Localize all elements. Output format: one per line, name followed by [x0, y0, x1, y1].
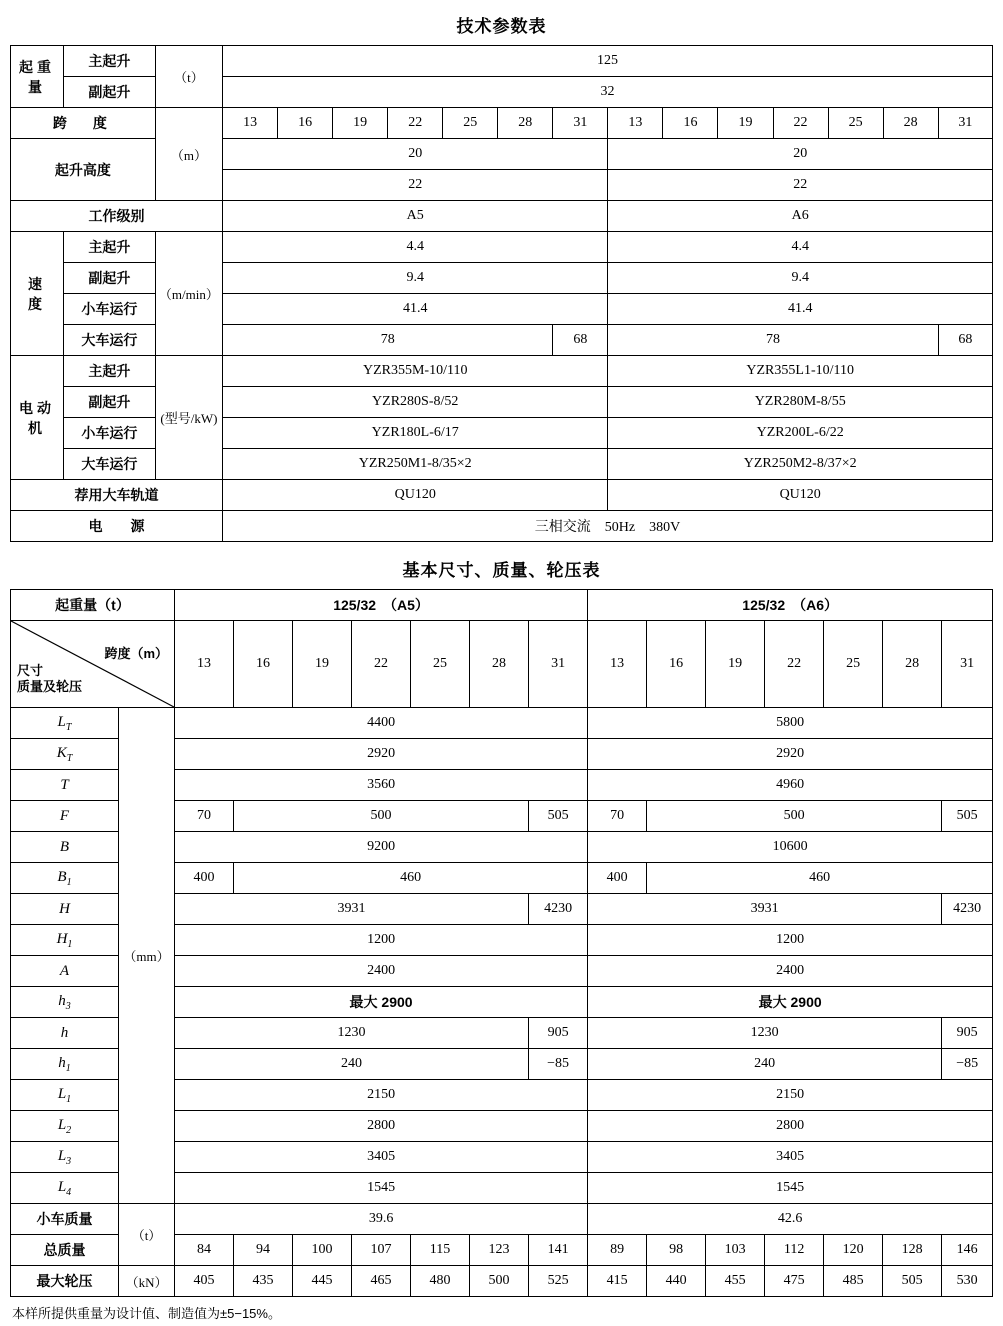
- row-symbol: $H_1$: [11, 925, 119, 956]
- lift-height-left-2: 22: [223, 170, 608, 201]
- lift-height-right-2: 22: [608, 170, 993, 201]
- value-cell: 141: [529, 1235, 588, 1266]
- span-cell: 19: [706, 621, 765, 708]
- row-symbol: T: [11, 770, 119, 801]
- row-symbol: $L_1$: [11, 1080, 119, 1111]
- motor-crane-right: YZR250M2-8/37×2: [608, 449, 993, 480]
- lift-height-left-1: 20: [223, 139, 608, 170]
- span-cell: 22: [388, 108, 443, 139]
- value-cell: 94: [234, 1235, 293, 1266]
- value-cell: 3931: [175, 894, 529, 925]
- value-cell: 525: [529, 1266, 588, 1297]
- motor-crane-left: YZR250M1-8/35×2: [223, 449, 608, 480]
- span-cell: 31: [938, 108, 992, 139]
- header-group-right: 125/32 （A6）: [588, 590, 993, 621]
- unit-meter: （m）: [155, 108, 222, 201]
- value-cell: 4400: [175, 708, 588, 739]
- row-label-lift-height: 起升高度: [11, 139, 156, 201]
- value-cell: 475: [765, 1266, 824, 1297]
- speed-aux-right: 9.4: [608, 263, 993, 294]
- span-cell: 13: [608, 108, 663, 139]
- span-cell: 19: [333, 108, 388, 139]
- motor-aux-left: YZR280S-8/52: [223, 387, 608, 418]
- table-row: [11, 201, 993, 232]
- value-cell: 400: [175, 863, 234, 894]
- value-cell: 3405: [588, 1142, 993, 1173]
- value-cell: 2150: [588, 1080, 993, 1111]
- value-cell: 460: [647, 863, 993, 894]
- row-symbol: h: [11, 1018, 119, 1049]
- value-cell: 9200: [175, 832, 588, 863]
- value-cell: 2800: [588, 1111, 993, 1142]
- value-cell: 103: [706, 1235, 765, 1266]
- row-label-main-hoist: 主起升: [64, 46, 156, 77]
- header-diagonal-cell: [11, 621, 175, 708]
- unit-t: （t）: [119, 1204, 175, 1266]
- row-symbol: B: [11, 832, 119, 863]
- span-cell: 19: [718, 108, 773, 139]
- row-symbol: F: [11, 801, 119, 832]
- value-cell: 2400: [175, 956, 588, 987]
- technical-parameters-table: [10, 45, 993, 542]
- value-cell: 240: [588, 1049, 942, 1080]
- span-cell: 22: [773, 108, 828, 139]
- power-value: 三相交流 50Hz 380V: [223, 511, 993, 542]
- row-label-capacity: 起重量: [11, 46, 64, 108]
- value-cell: 500: [647, 801, 942, 832]
- table-row: [11, 511, 993, 542]
- dimensions-mass-wheelload-table: [10, 589, 993, 1297]
- span-cell: 13: [588, 621, 647, 708]
- footnote: 本样所提供重量为设计值、制造值为±5−15%。: [12, 1306, 281, 1321]
- span-cell: 16: [663, 108, 718, 139]
- speed-main-right: 4.4: [608, 232, 993, 263]
- row-symbol: H: [11, 894, 119, 925]
- capacity-main-value: 125: [223, 46, 993, 77]
- value-cell: 4960: [588, 770, 993, 801]
- value-cell: 480: [411, 1266, 470, 1297]
- span-cell: 22: [765, 621, 824, 708]
- capacity-aux-value: 32: [223, 77, 993, 108]
- lift-height-right-1: 20: [608, 139, 993, 170]
- span-cell: 31: [553, 108, 608, 139]
- value-cell: 70: [588, 801, 647, 832]
- speed-crane-right-b: 68: [938, 325, 992, 356]
- value-cell: 505: [529, 801, 588, 832]
- header-dim-line1: 尺寸: [17, 663, 44, 678]
- row-label-motor: 电动机: [11, 356, 64, 480]
- unit-model-kw: (型号/kW): [155, 356, 222, 480]
- span-cell: 28: [883, 621, 942, 708]
- rail-left: QU120: [223, 480, 608, 511]
- value-cell: 505: [942, 801, 993, 832]
- value-cell: 905: [942, 1018, 993, 1049]
- value-cell: 460: [234, 863, 588, 894]
- header-group-left: 125/32 （A5）: [175, 590, 588, 621]
- motor-aux-right: YZR280M-8/55: [608, 387, 993, 418]
- value-cell: 146: [942, 1235, 993, 1266]
- value-cell: 905: [529, 1018, 588, 1049]
- value-cell: −85: [529, 1049, 588, 1080]
- span-cell: 28: [470, 621, 529, 708]
- span-cell: 28: [883, 108, 938, 139]
- value-cell: 84: [175, 1235, 234, 1266]
- value-cell: 500: [470, 1266, 529, 1297]
- span-cell: 25: [443, 108, 498, 139]
- table-row: [11, 46, 993, 77]
- row-label-rail: 荐用大车轨道: [11, 480, 223, 511]
- value-cell: 485: [824, 1266, 883, 1297]
- trolley-mass-left: 39.6: [175, 1204, 588, 1235]
- value-cell: 3560: [175, 770, 588, 801]
- value-cell: 2920: [588, 739, 993, 770]
- motor-trolley-right: YZR200L-6/22: [608, 418, 993, 449]
- value-cell: 1230: [588, 1018, 942, 1049]
- row-label-motor-trolley: 小车运行: [64, 418, 156, 449]
- span-cell: 25: [828, 108, 883, 139]
- value-cell: 505: [883, 1266, 942, 1297]
- table-row: [11, 108, 993, 139]
- span-cell: 25: [824, 621, 883, 708]
- value-cell: 1200: [588, 925, 993, 956]
- value-cell: 405: [175, 1266, 234, 1297]
- row-symbol: $L_2$: [11, 1111, 119, 1142]
- unit-mm: （mm）: [119, 708, 175, 1204]
- speed-crane-left-b: 68: [553, 325, 608, 356]
- span-cell: 22: [352, 621, 411, 708]
- row-label-motor-aux: 副起升: [64, 387, 156, 418]
- value-cell: 3405: [175, 1142, 588, 1173]
- value-cell: 107: [352, 1235, 411, 1266]
- value-cell: 2150: [175, 1080, 588, 1111]
- value-cell: 435: [234, 1266, 293, 1297]
- span-cell: 28: [498, 108, 553, 139]
- table-row: [11, 480, 993, 511]
- work-class-left: A5: [223, 201, 608, 232]
- row-label-motor-main: 主起升: [64, 356, 156, 387]
- speed-crane-left-a: 78: [223, 325, 553, 356]
- value-cell: 2920: [175, 739, 588, 770]
- row-label-speed-aux: 副起升: [64, 263, 156, 294]
- value-cell: 445: [293, 1266, 352, 1297]
- value-cell: 1545: [588, 1173, 993, 1204]
- speed-trolley-right: 41.4: [608, 294, 993, 325]
- value-cell: 3931: [588, 894, 942, 925]
- header-dim-label: [17, 663, 82, 696]
- page-title-2: 基本尺寸、质量、轮压表: [402, 561, 601, 580]
- value-cell: 465: [352, 1266, 411, 1297]
- span-cell: 31: [529, 621, 588, 708]
- row-symbol: $h_3$: [11, 987, 119, 1018]
- value-cell: 112: [765, 1235, 824, 1266]
- speed-crane-right-a: 78: [608, 325, 938, 356]
- header-capacity-label: 起重量（t）: [11, 590, 175, 621]
- trolley-mass-right: 42.6: [588, 1204, 993, 1235]
- value-cell: 2400: [588, 956, 993, 987]
- work-class-right: A6: [608, 201, 993, 232]
- value-cell: 最大 2900: [175, 987, 588, 1018]
- speed-aux-left: 9.4: [223, 263, 608, 294]
- span-cell: 25: [411, 621, 470, 708]
- value-cell: 1230: [175, 1018, 529, 1049]
- motor-main-right: YZR355L1-10/110: [608, 356, 993, 387]
- row-symbol: $K_T$: [11, 739, 119, 770]
- row-label-work-class: 工作级别: [11, 201, 223, 232]
- row-label-aux-hoist: 副起升: [64, 77, 156, 108]
- row-symbol: $L_4$: [11, 1173, 119, 1204]
- row-symbol: A: [11, 956, 119, 987]
- row-label-speed-trolley: 小车运行: [64, 294, 156, 325]
- row-label-motor-crane: 大车运行: [64, 449, 156, 480]
- row-symbol: $L_T$: [11, 708, 119, 739]
- value-cell: 最大 2900: [588, 987, 993, 1018]
- span-cell: 31: [942, 621, 993, 708]
- value-cell: 70: [175, 801, 234, 832]
- row-label-total-mass: 总质量: [11, 1235, 119, 1266]
- value-cell: 10600: [588, 832, 993, 863]
- speed-main-left: 4.4: [223, 232, 608, 263]
- page-title-1: 技术参数表: [456, 17, 547, 36]
- row-label-speed-main: 主起升: [64, 232, 156, 263]
- value-cell: 128: [883, 1235, 942, 1266]
- span-cell: 16: [278, 108, 333, 139]
- row-label-span: 跨 度: [11, 108, 156, 139]
- value-cell: 98: [647, 1235, 706, 1266]
- value-cell: 455: [706, 1266, 765, 1297]
- table-row: [11, 708, 993, 739]
- table-row: [11, 356, 993, 387]
- header-dim-line2: 质量及轮压: [17, 679, 83, 695]
- unit-kn: （kN）: [119, 1266, 175, 1297]
- value-cell: 530: [942, 1266, 993, 1297]
- table-row: [11, 621, 993, 708]
- value-cell: 2800: [175, 1111, 588, 1142]
- row-label-speed-crane: 大车运行: [64, 325, 156, 356]
- value-cell: 4230: [942, 894, 993, 925]
- row-label-power: 电 源: [11, 511, 223, 542]
- value-cell: 500: [234, 801, 529, 832]
- value-cell: 100: [293, 1235, 352, 1266]
- header-span-label: 跨度（m）: [104, 646, 169, 661]
- unit-ton: （t）: [155, 46, 222, 108]
- unit-m-per-min: （m/min）: [155, 232, 222, 356]
- speed-trolley-left: 41.4: [223, 294, 608, 325]
- value-cell: 400: [588, 863, 647, 894]
- span-cell: 13: [223, 108, 278, 139]
- span-cell: 16: [647, 621, 706, 708]
- span-cell: 13: [175, 621, 234, 708]
- value-cell: 115: [411, 1235, 470, 1266]
- value-cell: 4230: [529, 894, 588, 925]
- value-cell: 415: [588, 1266, 647, 1297]
- motor-trolley-left: YZR180L-6/17: [223, 418, 608, 449]
- rail-right: QU120: [608, 480, 993, 511]
- row-symbol: $B_1$: [11, 863, 119, 894]
- value-cell: 89: [588, 1235, 647, 1266]
- span-cell: 16: [234, 621, 293, 708]
- value-cell: 120: [824, 1235, 883, 1266]
- row-label-max-wheel-load: 最大轮压: [11, 1266, 119, 1297]
- value-cell: 123: [470, 1235, 529, 1266]
- table-row: [11, 1266, 993, 1297]
- table-row: [11, 232, 993, 263]
- row-symbol: $L_3$: [11, 1142, 119, 1173]
- value-cell: 440: [647, 1266, 706, 1297]
- value-cell: −85: [942, 1049, 993, 1080]
- row-label-trolley-mass: 小车质量: [11, 1204, 119, 1235]
- span-cell: 19: [293, 621, 352, 708]
- row-label-speed: 速 度: [11, 232, 64, 356]
- value-cell: 240: [175, 1049, 529, 1080]
- row-symbol: $h_1$: [11, 1049, 119, 1080]
- value-cell: 1545: [175, 1173, 588, 1204]
- value-cell: 5800: [588, 708, 993, 739]
- value-cell: 1200: [175, 925, 588, 956]
- table-row: [11, 1204, 993, 1235]
- motor-main-left: YZR355M-10/110: [223, 356, 608, 387]
- table-row: [11, 590, 993, 621]
